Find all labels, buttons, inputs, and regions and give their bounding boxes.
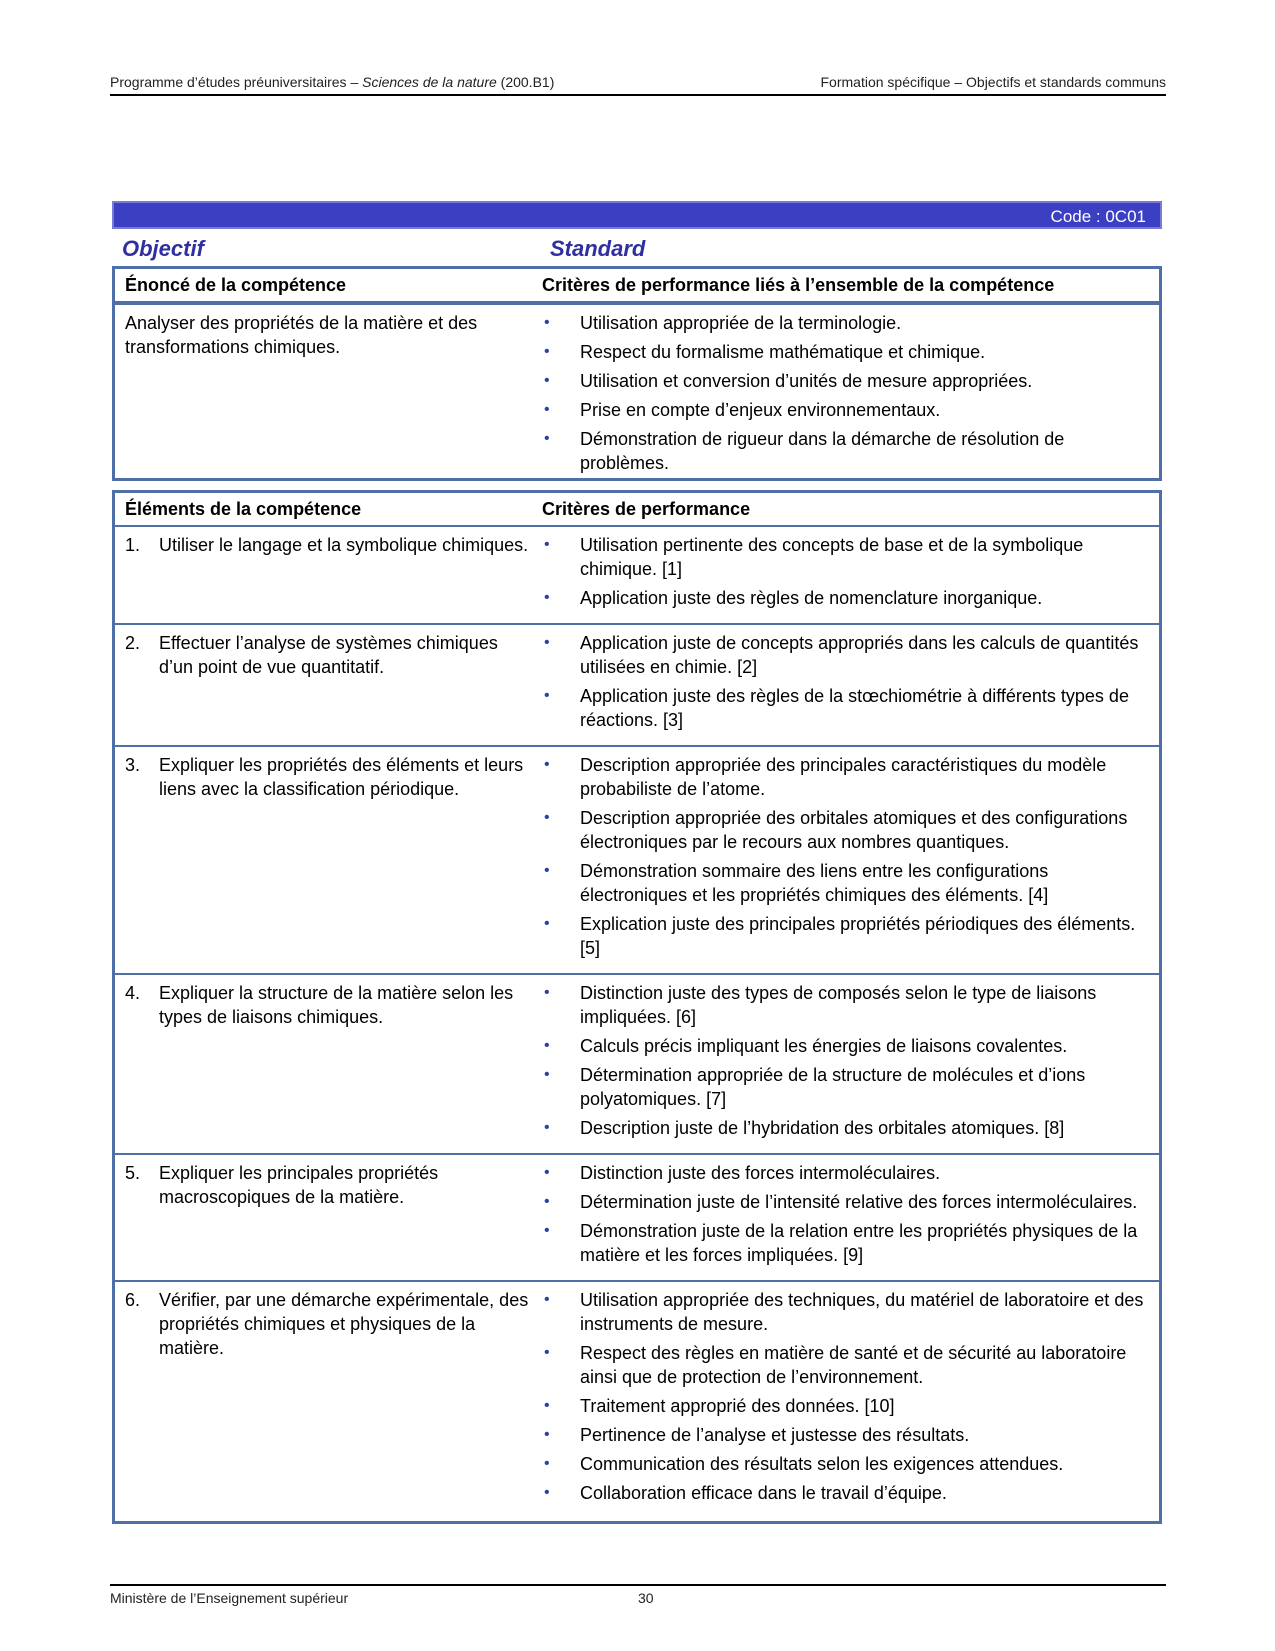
criterion-text: Description appropriée des principales caractéristiques du modèle probabiliste de l’atome. <box>580 755 1107 799</box>
element-statement <box>125 1161 532 1209</box>
standard-label: Standard <box>550 236 646 261</box>
criterion-item <box>542 1190 1147 1214</box>
bullet-icon: • <box>544 401 550 418</box>
element-row <box>115 623 1159 745</box>
elements-table-header <box>115 493 1159 527</box>
element-statement <box>125 753 532 801</box>
element-row <box>115 1280 1159 1518</box>
criterion-item <box>542 427 1147 475</box>
criterion-item <box>542 1063 1147 1111</box>
element-number: 6. <box>125 1290 141 1310</box>
criterion-item <box>542 1116 1147 1140</box>
competence-table-header <box>115 269 1159 303</box>
criterion-text: Collaboration efficace dans le travail d’équipe. <box>580 1483 947 1503</box>
bullet-icon: • <box>544 1397 550 1414</box>
competence-code: Code : 0C01 <box>1050 207 1146 226</box>
criterion-text: Distinction juste des types de composés selon le type de liaisons impliquées. [6] <box>580 983 1097 1027</box>
criterion-item <box>542 398 1147 422</box>
bullet-icon: • <box>544 536 550 553</box>
bullet-icon: • <box>544 1222 550 1239</box>
criterion-text: Détermination appropriée de la structure de molécules et d’ions polyatomiques. [7] <box>580 1065 1086 1109</box>
criterion-item <box>542 1481 1147 1505</box>
competence-heading: Énoncé de la compétence <box>125 274 347 295</box>
bullet-icon: • <box>544 1455 550 1472</box>
elements-heading: Éléments de la compétence <box>125 498 362 519</box>
page-header <box>110 74 1166 96</box>
criterion-text: Application juste de concepts appropriés dans les calculs de quantités utilisées en chimie. [2] <box>580 633 1139 677</box>
bullet-icon: • <box>544 372 550 389</box>
elements-criteria-heading: Critères de performance <box>542 498 751 519</box>
criterion-text: Utilisation et conversion d’unités de mesure appropriées. <box>580 371 1033 391</box>
element-row <box>115 973 1159 1153</box>
criterion-item <box>542 1452 1147 1476</box>
bullet-icon: • <box>544 634 550 651</box>
criterion-text: Respect du formalisme mathématique et chimique. <box>580 342 986 362</box>
competence-statement: Analyser des propriétés de la matière et des transformations chimiques. <box>125 313 478 357</box>
criterion-item <box>542 369 1147 393</box>
page-number: 30 <box>638 1590 654 1606</box>
criterion-item <box>542 1034 1147 1058</box>
element-text: Expliquer les principales propriétés macroscopiques de la matière. <box>159 1163 439 1207</box>
criterion-item <box>542 912 1147 960</box>
element-number: 5. <box>125 1163 141 1183</box>
criterion-item <box>542 631 1147 679</box>
criterion-item <box>542 1219 1147 1267</box>
element-criteria-list <box>542 981 1147 1140</box>
element-text: Expliquer les propriétés des éléments et leurs liens avec la classification périodique. <box>159 755 524 799</box>
header-right: Formation spécifique – Objectifs et standards communs <box>820 74 1166 90</box>
criterion-text: Pertinence de l’analyse et justesse des résultats. <box>580 1425 970 1445</box>
criterion-text: Description appropriée des orbitales atomiques et des configurations électroniques par le recours aux nombres quantiques. <box>580 808 1128 852</box>
element-statement <box>125 981 532 1029</box>
criterion-text: Démonstration de rigueur dans la démarche de résolution de problèmes. <box>580 429 1065 473</box>
criterion-item <box>542 533 1147 581</box>
page-footer <box>110 1584 1166 1606</box>
criterion-item <box>542 340 1147 364</box>
element-text: Utiliser le langage et la symbolique chimiques. <box>159 535 529 555</box>
objectif-label: Objectif <box>122 236 204 261</box>
criterion-item <box>542 981 1147 1029</box>
criterion-text: Respect des règles en matière de santé et de sécurité au laboratoire ainsi que de protection de l’environnement. <box>580 1343 1127 1387</box>
bullet-icon: • <box>544 589 550 606</box>
bullet-icon: • <box>544 809 550 826</box>
criterion-text: Traitement approprié des données. [10] <box>580 1396 895 1416</box>
element-text: Vérifier, par une démarche expérimentale, des propriétés chimiques et physiques de la matière. <box>159 1290 529 1358</box>
competence-criteria-heading: Critères de performance liés à l’ensemble de la compétence <box>542 274 1055 295</box>
element-row <box>115 745 1159 973</box>
element-statement <box>125 1288 532 1360</box>
element-number: 3. <box>125 755 141 775</box>
bullet-icon: • <box>544 984 550 1001</box>
criterion-item <box>542 1341 1147 1389</box>
bullet-icon: • <box>544 343 550 360</box>
competence-row <box>115 303 1159 488</box>
criterion-item <box>542 753 1147 801</box>
criterion-item <box>542 1288 1147 1336</box>
bullet-icon: • <box>544 756 550 773</box>
criterion-text: Démonstration sommaire des liens entre les configurations électroniques et les propriétés chimiques des éléments. [4] <box>580 861 1049 905</box>
criterion-text: Description juste de l’hybridation des orbitales atomiques. [8] <box>580 1118 1065 1138</box>
element-criteria-list <box>542 1161 1147 1267</box>
footer-ministry: Ministère de l’Enseignement supérieur <box>110 1590 349 1606</box>
bullet-icon: • <box>544 1291 550 1308</box>
element-number: 4. <box>125 983 141 1003</box>
bullet-icon: • <box>544 1344 550 1361</box>
bullet-icon: • <box>544 1119 550 1136</box>
element-number: 2. <box>125 633 141 653</box>
criterion-text: Détermination juste de l’intensité relative des forces intermoléculaires. <box>580 1192 1138 1212</box>
element-criteria-list <box>542 533 1147 610</box>
bullet-icon: • <box>544 915 550 932</box>
criterion-text: Utilisation appropriée de la terminologie. <box>580 313 902 333</box>
element-row <box>115 527 1159 623</box>
element-number: 1. <box>125 535 141 555</box>
bullet-icon: • <box>544 1164 550 1181</box>
bullet-icon: • <box>544 1484 550 1501</box>
criterion-text: Prise en compte d’enjeux environnementaux. <box>580 400 941 420</box>
criterion-text: Application juste des règles de la stœchiométrie à différents types de réactions. [3] <box>580 686 1129 730</box>
criterion-item <box>542 586 1147 610</box>
element-text: Expliquer la structure de la matière selon les types de liaisons chimiques. <box>159 983 514 1027</box>
criterion-text: Utilisation appropriée des techniques, du matériel de laboratoire et des instruments de mesure. <box>580 1290 1144 1334</box>
criterion-item <box>542 1423 1147 1447</box>
criterion-text: Calculs précis impliquant les énergies de liaisons covalentes. <box>580 1036 1068 1056</box>
element-rows <box>115 527 1159 1518</box>
bullet-icon: • <box>544 1066 550 1083</box>
bullet-icon: • <box>544 1193 550 1210</box>
header-left: Programme d’études préuniversitaires – Sciences de la nature (200.B1) <box>110 74 555 90</box>
element-statement <box>125 631 532 679</box>
element-criteria-list <box>542 1288 1147 1505</box>
criterion-text: Utilisation pertinente des concepts de base et de la symbolique chimique. [1] <box>580 535 1084 579</box>
criterion-item <box>542 311 1147 335</box>
elements-table <box>112 490 1162 1524</box>
competence-criteria-list <box>542 311 1147 475</box>
bullet-icon: • <box>544 862 550 879</box>
element-statement <box>125 533 532 557</box>
criterion-text: Explication juste des principales propriétés périodiques des éléments. [5] <box>580 914 1136 958</box>
bullet-icon: • <box>544 1037 550 1054</box>
criterion-text: Communication des résultats selon les exigences attendues. <box>580 1454 1064 1474</box>
criterion-item <box>542 1394 1147 1418</box>
criterion-item <box>542 806 1147 854</box>
code-band <box>112 201 1162 229</box>
element-criteria-list <box>542 631 1147 732</box>
criterion-item <box>542 859 1147 907</box>
criterion-text: Démonstration juste de la relation entre les propriétés physiques de la matière et les forces impliquées. [9] <box>580 1221 1138 1265</box>
criterion-text: Application juste des règles de nomenclature inorganique. <box>580 588 1043 608</box>
competence-table <box>112 266 1162 481</box>
bullet-icon: • <box>544 687 550 704</box>
element-text: Effectuer l’analyse de systèmes chimiques d’un point de vue quantitatif. <box>159 633 498 677</box>
element-row <box>115 1153 1159 1280</box>
element-criteria-list <box>542 753 1147 960</box>
bullet-icon: • <box>544 314 550 331</box>
bullet-icon: • <box>544 1426 550 1443</box>
criterion-item <box>542 684 1147 732</box>
criterion-text: Distinction juste des forces intermoléculaires. <box>580 1163 941 1183</box>
bullet-icon: • <box>544 430 550 447</box>
criterion-item <box>542 1161 1147 1185</box>
